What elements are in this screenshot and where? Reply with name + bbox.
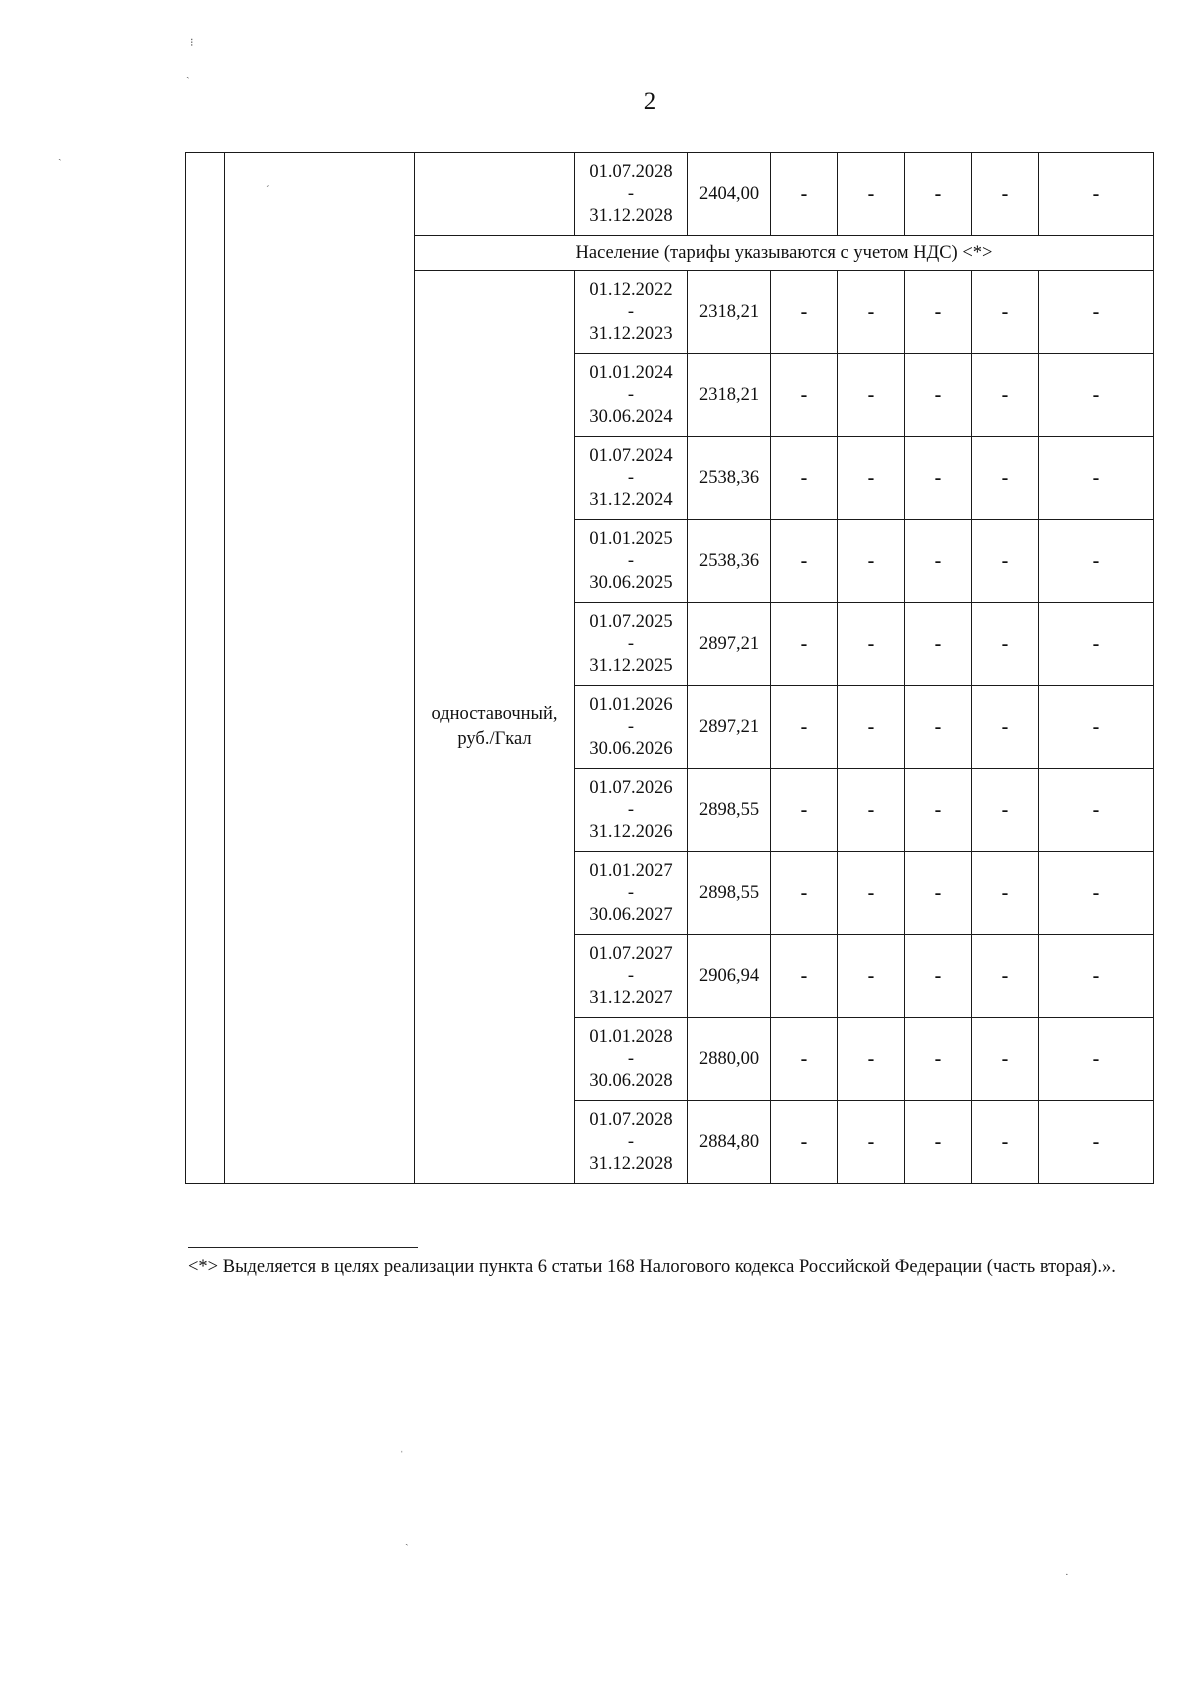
empty-value-cell: - bbox=[838, 354, 905, 437]
empty-value-cell: - bbox=[1039, 271, 1154, 354]
organization-column-cell bbox=[225, 153, 415, 1184]
tariff-kind-cell bbox=[415, 271, 575, 1184]
empty-value-cell: - bbox=[905, 153, 972, 236]
table-body bbox=[186, 153, 1154, 1184]
period-separator: - bbox=[627, 966, 635, 986]
period-date: 30.06.2025 bbox=[589, 573, 673, 593]
empty-value-cell: - bbox=[771, 271, 838, 354]
period-cell bbox=[575, 271, 688, 354]
scan-speck: ˊ bbox=[266, 184, 270, 196]
period-date: 01.07.2028 bbox=[589, 162, 673, 182]
empty-value-cell: - bbox=[905, 935, 972, 1018]
period-cell bbox=[575, 1018, 688, 1101]
empty-value-cell: - bbox=[905, 520, 972, 603]
period-date: 31.12.2024 bbox=[589, 490, 673, 510]
period-cell bbox=[575, 437, 688, 520]
period-separator: - bbox=[627, 184, 635, 204]
empty-value-cell: - bbox=[838, 271, 905, 354]
scan-speck: · bbox=[1065, 1569, 1069, 1581]
tariff-value: 2404,00 bbox=[688, 153, 771, 236]
period-separator: - bbox=[627, 717, 635, 737]
empty-value-cell: - bbox=[838, 935, 905, 1018]
period-date: 01.07.2028 bbox=[589, 1110, 673, 1130]
empty-value-cell: - bbox=[771, 769, 838, 852]
period-date: 30.06.2024 bbox=[589, 407, 673, 427]
scan-speck: ˎ bbox=[405, 1534, 409, 1546]
empty-value-cell: - bbox=[771, 603, 838, 686]
period-separator: - bbox=[627, 883, 635, 903]
empty-value-cell: - bbox=[1039, 935, 1154, 1018]
empty-value-cell: - bbox=[905, 437, 972, 520]
empty-value-cell: - bbox=[972, 271, 1039, 354]
scan-speck: ⁝ bbox=[190, 37, 194, 49]
tariff-table bbox=[185, 152, 1154, 1184]
empty-value-cell: - bbox=[972, 153, 1039, 236]
empty-value-cell: - bbox=[905, 1101, 972, 1184]
period-date: 31.12.2025 bbox=[589, 656, 673, 676]
empty-value-cell: - bbox=[905, 1018, 972, 1101]
period-date: 01.01.2024 bbox=[589, 363, 673, 383]
number-column-cell bbox=[186, 153, 225, 1184]
empty-value-cell: - bbox=[771, 1101, 838, 1184]
period-date: 30.06.2027 bbox=[589, 905, 673, 925]
period-separator: - bbox=[627, 551, 635, 571]
scan-speck: ˎ bbox=[186, 67, 190, 79]
empty-value-cell: - bbox=[972, 686, 1039, 769]
empty-value-cell: - bbox=[1039, 437, 1154, 520]
empty-value-cell: - bbox=[771, 852, 838, 935]
empty-value-cell: - bbox=[1039, 686, 1154, 769]
tariff-value: 2884,80 bbox=[688, 1101, 771, 1184]
empty-value-cell: - bbox=[972, 935, 1039, 1018]
period-cell bbox=[575, 354, 688, 437]
page-number: 2 bbox=[643, 88, 657, 115]
empty-value-cell: - bbox=[905, 354, 972, 437]
empty-value-cell: - bbox=[972, 520, 1039, 603]
empty-value-cell: - bbox=[905, 769, 972, 852]
tariff-kind-cell-prev bbox=[415, 153, 575, 236]
period-separator: - bbox=[627, 468, 635, 488]
period-date: 31.12.2028 bbox=[589, 1154, 673, 1174]
empty-value-cell: - bbox=[838, 686, 905, 769]
period-date: 01.07.2026 bbox=[589, 778, 673, 798]
period-date: 30.06.2026 bbox=[589, 739, 673, 759]
empty-value-cell: - bbox=[838, 437, 905, 520]
tariff-value: 2318,21 bbox=[688, 354, 771, 437]
tariff-value: 2318,21 bbox=[688, 271, 771, 354]
empty-value-cell: - bbox=[771, 153, 838, 236]
empty-value-cell: - bbox=[771, 935, 838, 1018]
empty-value-cell: - bbox=[972, 437, 1039, 520]
empty-value-cell: - bbox=[838, 852, 905, 935]
empty-value-cell: - bbox=[1039, 769, 1154, 852]
period-date: 31.12.2028 bbox=[589, 206, 673, 226]
period-date: 01.01.2025 bbox=[589, 529, 673, 549]
empty-value-cell: - bbox=[1039, 1018, 1154, 1101]
empty-value-cell: - bbox=[1039, 603, 1154, 686]
tariff-kind-unit: руб./Гкал bbox=[457, 729, 532, 749]
period-cell bbox=[575, 603, 688, 686]
empty-value-cell: - bbox=[905, 603, 972, 686]
footnote-separator bbox=[188, 1247, 418, 1248]
empty-value-cell: - bbox=[771, 437, 838, 520]
empty-value-cell: - bbox=[838, 1018, 905, 1101]
period-date: 31.12.2023 bbox=[589, 324, 673, 344]
empty-value-cell: - bbox=[1039, 354, 1154, 437]
period-cell bbox=[575, 153, 688, 236]
tariff-value: 2906,94 bbox=[688, 935, 771, 1018]
empty-value-cell: - bbox=[972, 852, 1039, 935]
tariff-value: 2898,55 bbox=[688, 852, 771, 935]
tariff-kind-label: одноставочный, bbox=[431, 704, 558, 724]
period-cell bbox=[575, 1101, 688, 1184]
empty-value-cell: - bbox=[972, 603, 1039, 686]
empty-value-cell: - bbox=[1039, 520, 1154, 603]
scan-speck: ˌ bbox=[400, 1441, 404, 1453]
period-separator: - bbox=[627, 1049, 635, 1069]
tariff-value: 2880,00 bbox=[688, 1018, 771, 1101]
empty-value-cell: - bbox=[905, 852, 972, 935]
empty-value-cell: - bbox=[1039, 852, 1154, 935]
period-date: 30.06.2028 bbox=[589, 1071, 673, 1091]
empty-value-cell: - bbox=[1039, 153, 1154, 236]
period-separator: - bbox=[627, 634, 635, 654]
period-date: 01.07.2027 bbox=[589, 944, 673, 964]
empty-value-cell: - bbox=[905, 271, 972, 354]
empty-value-cell: - bbox=[838, 520, 905, 603]
tariff-value: 2898,55 bbox=[688, 769, 771, 852]
period-separator: - bbox=[627, 385, 635, 405]
empty-value-cell: - bbox=[972, 354, 1039, 437]
tariff-value: 2897,21 bbox=[688, 603, 771, 686]
period-date: 01.01.2028 bbox=[589, 1027, 673, 1047]
period-date: 01.01.2026 bbox=[589, 695, 673, 715]
section-title: Население (тарифы указываются с учетом НДС) <*> bbox=[415, 236, 1154, 271]
table-row bbox=[186, 153, 1154, 236]
empty-value-cell: - bbox=[972, 1101, 1039, 1184]
scan-speck: ˏ bbox=[58, 149, 62, 161]
period-cell bbox=[575, 769, 688, 852]
period-date: 01.07.2024 bbox=[589, 446, 673, 466]
period-cell bbox=[575, 520, 688, 603]
period-date: 01.12.2022 bbox=[589, 280, 673, 300]
period-separator: - bbox=[627, 302, 635, 322]
empty-value-cell: - bbox=[838, 153, 905, 236]
footnote: <*> Выделяется в целях реализации пункта 6 статьи 168 Налогового кодекса Российской Федерации (часть вторая).». bbox=[188, 1257, 1116, 1277]
empty-value-cell: - bbox=[838, 603, 905, 686]
empty-value-cell: - bbox=[771, 520, 838, 603]
period-date: 31.12.2027 bbox=[589, 988, 673, 1008]
period-date: 01.07.2025 bbox=[589, 612, 673, 632]
period-date: 31.12.2026 bbox=[589, 822, 673, 842]
period-date: 01.01.2027 bbox=[589, 861, 673, 881]
empty-value-cell: - bbox=[771, 686, 838, 769]
empty-value-cell: - bbox=[838, 1101, 905, 1184]
period-cell bbox=[575, 686, 688, 769]
tariff-value: 2538,36 bbox=[688, 520, 771, 603]
period-cell bbox=[575, 852, 688, 935]
tariff-value: 2538,36 bbox=[688, 437, 771, 520]
empty-value-cell: - bbox=[905, 686, 972, 769]
empty-value-cell: - bbox=[972, 769, 1039, 852]
empty-value-cell: - bbox=[838, 769, 905, 852]
period-separator: - bbox=[627, 1132, 635, 1152]
tariff-value: 2897,21 bbox=[688, 686, 771, 769]
empty-value-cell: - bbox=[972, 1018, 1039, 1101]
empty-value-cell: - bbox=[1039, 1101, 1154, 1184]
empty-value-cell: - bbox=[771, 1018, 838, 1101]
period-separator: - bbox=[627, 800, 635, 820]
empty-value-cell: - bbox=[771, 354, 838, 437]
period-cell bbox=[575, 935, 688, 1018]
